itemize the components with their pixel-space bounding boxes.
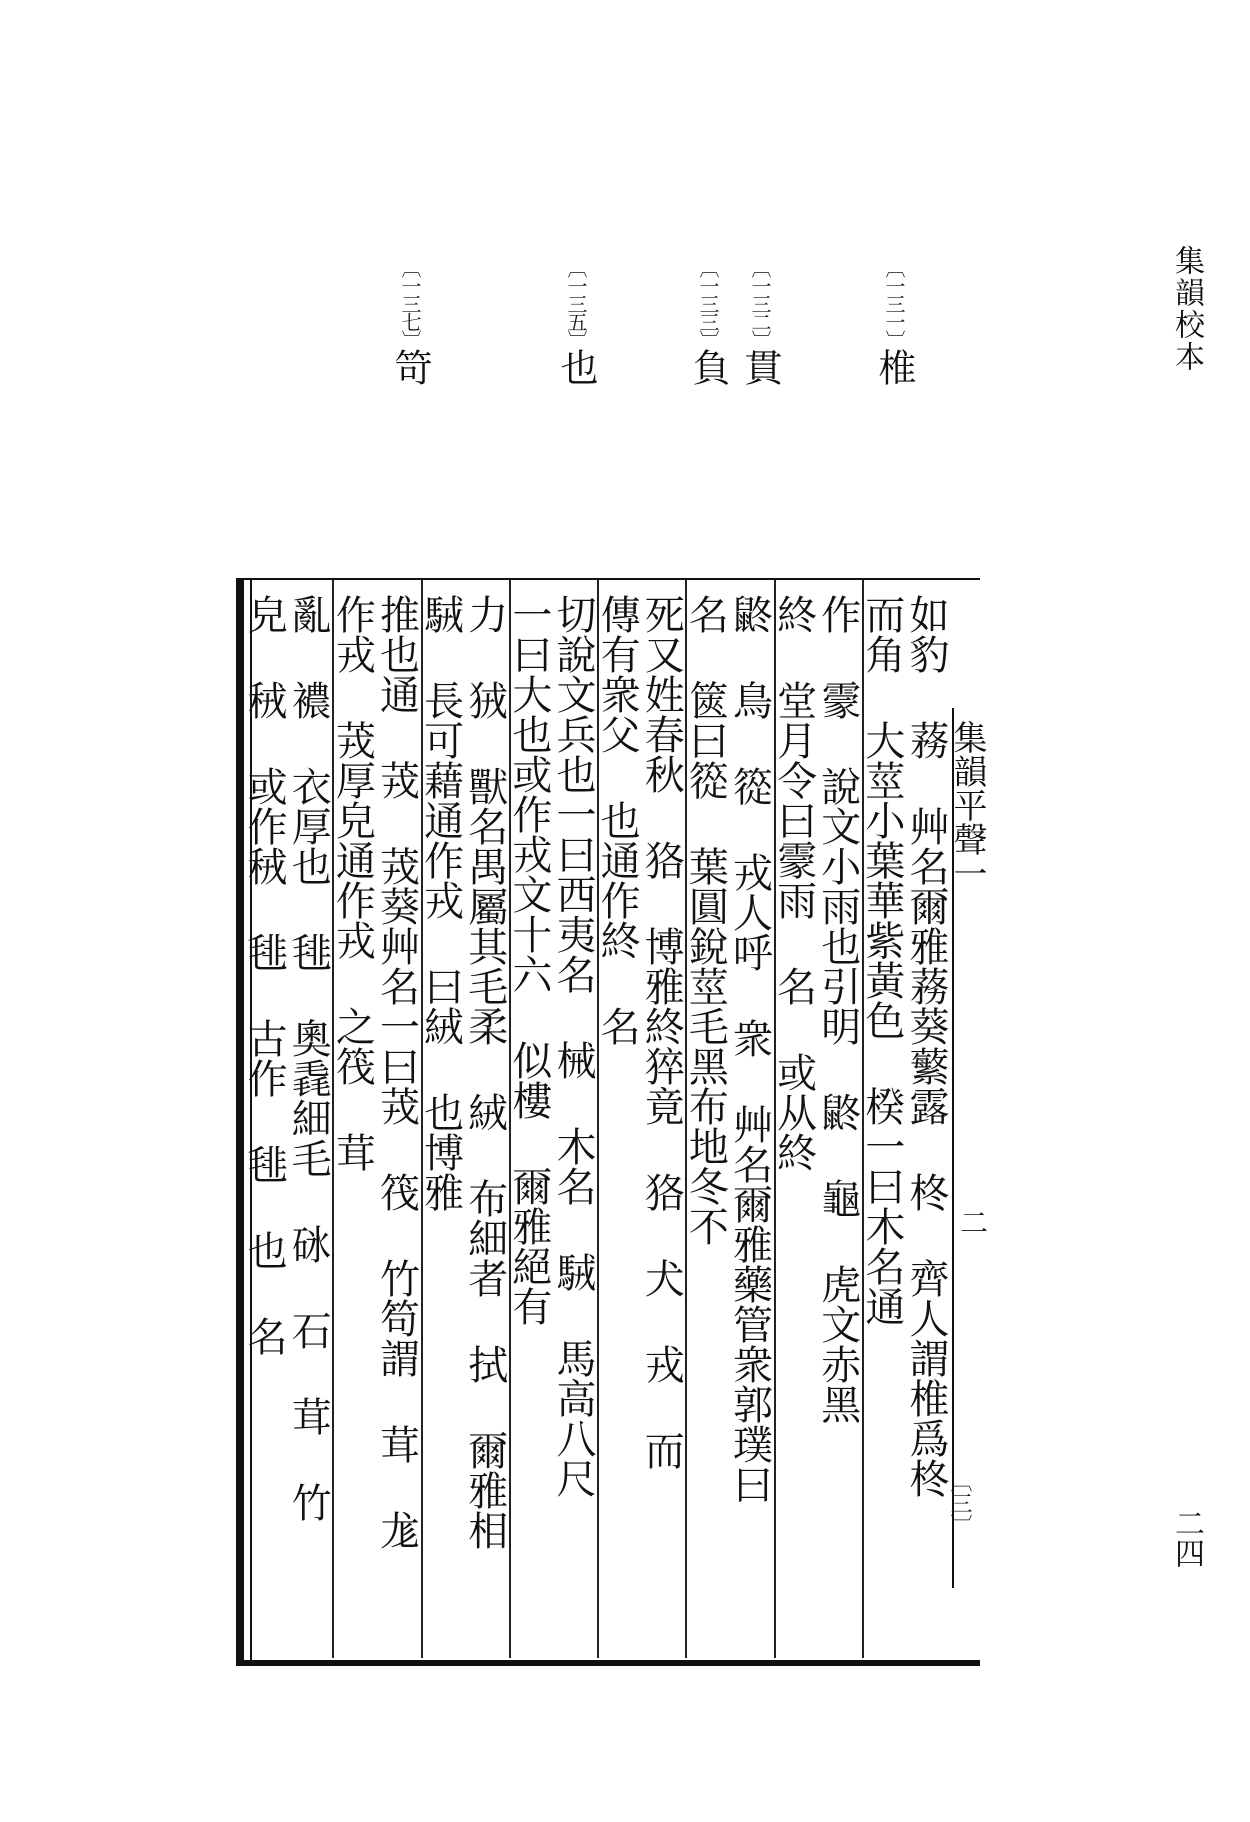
text-column: 作 霥 說文小雨也引明 鼨 龜 虎文赤黑 [814, 594, 861, 1424]
column-rule [862, 580, 864, 1658]
collation-note [556, 258, 596, 386]
text-column: 而角 大莖小葉華紫黃色 楑一曰木名通 [858, 594, 905, 1326]
text-column: 如豹 蓩 艸名爾雅蓩葵蘩露 柊 齊人謂椎爲柊 [903, 594, 949, 1498]
text-column: 亂 襛 衣厚也 毴 奧毳細毛 砯 石 茸 竹 [285, 594, 332, 1522]
note-number: 〔一三五〕 [564, 258, 588, 348]
note-number: 〔一三三〕 [696, 258, 720, 348]
note-number: 〔一三二〕 [748, 258, 772, 348]
text-column: 鼨 鳥 篵 戎人呼 衆 艸名爾雅藥管衆郭璞曰 [726, 594, 773, 1504]
column-rule [509, 580, 511, 1658]
centre-page: 二 [956, 1208, 989, 1236]
note-number: 〔一三七〕 [398, 258, 422, 348]
note-character: 也 [554, 348, 598, 386]
column-rule [421, 580, 423, 1658]
column-rule [597, 580, 599, 1658]
text-column: 推也通 茙 茙葵艸名一曰茙 筏 竹笱謂 茸 尨 [373, 594, 420, 1550]
text-column: 切說文兵也一曰西夷名 械 木名 駥 馬高八尺 [550, 594, 596, 1498]
text-column: 駥 長可藉通作戎 曰絨 也博雅 [417, 594, 464, 1212]
note-character: 負 [686, 348, 730, 386]
text-column: 終 堂月令曰霥雨 名 或从終 [770, 594, 817, 1172]
column-rule [685, 580, 687, 1658]
collation-note [740, 258, 780, 386]
centre-mark: 〔三〕 [947, 1470, 972, 1536]
collation-note [874, 258, 914, 386]
text-column: 傳有衆父 也通作終 名 [594, 594, 641, 1046]
note-number: 〔一三一〕 [882, 258, 906, 348]
centre-title: 集韻平聲一 [947, 720, 987, 890]
text-column: 名 篋曰篵 葉圓銳莖毛黑布地冬不 [682, 594, 729, 1246]
running-head: 集韻校本 [1169, 245, 1204, 373]
note-character: 椎 [872, 348, 916, 386]
text-column: 力 狨 獸名禺屬其毛柔 絨 布細者 拭 爾雅相 [461, 594, 508, 1550]
column-rule [774, 580, 776, 1658]
column-rule [332, 580, 334, 1658]
text-column: 死又姓春秋 狢 博雅終猝竟 狢 犬 戎 而 [638, 594, 685, 1470]
text-column: 一曰大也或作戎文十六 似樓 爾雅絕有 [505, 594, 552, 1326]
text-column: 作戎 茙厚皃通作戎 之筏 茸 [329, 594, 376, 1172]
collation-note [688, 258, 728, 386]
text-column: 皃 䄾 或作䄾 毴 古作 毴 也 名 [241, 594, 288, 1356]
collation-note [390, 258, 430, 386]
page-number: 二四 [1169, 1508, 1204, 1568]
note-character: 笴 [388, 348, 432, 386]
note-character: 貫 [738, 348, 782, 386]
